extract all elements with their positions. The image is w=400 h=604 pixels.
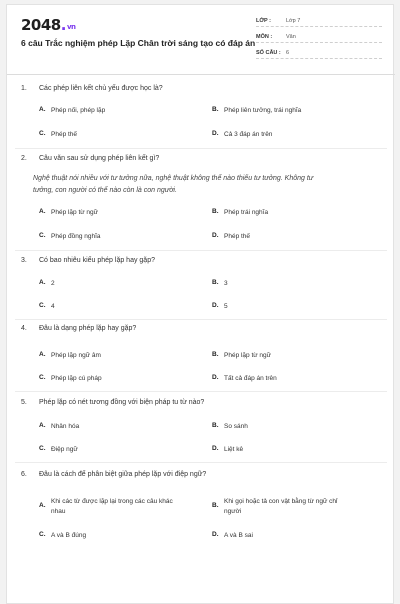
meta-count xyxy=(256,48,382,59)
passage-line: Nghệ thuật nói nhiều với tư tưởng nữa, nghệ thuật không thể nào thiếu tư tưởng. Không tư xyxy=(33,175,314,182)
option-letter: B. xyxy=(212,208,219,215)
question-number: 2. xyxy=(21,155,27,162)
worksheet-page xyxy=(6,4,394,604)
question-text: Các phép liên kết chủ yếu được học là? xyxy=(39,85,163,92)
option-letter: B. xyxy=(212,106,219,113)
option-letter: A. xyxy=(39,502,46,509)
document-title: 6 câu Trắc nghiệm phép Lặp Chân trời sáng tạo có đáp án xyxy=(21,38,256,48)
question-number: 5. xyxy=(21,399,27,406)
meta-subject-value: Văn xyxy=(286,34,296,40)
meta-count-value: 6 xyxy=(286,50,290,56)
option-text-line: người xyxy=(224,508,242,515)
option-letter: D. xyxy=(212,130,219,137)
question-number: 4. xyxy=(21,325,27,332)
option-text: Cả 3 đáp án trên xyxy=(224,131,273,138)
question-text: Có bao nhiêu kiểu phép lặp hay gặp? xyxy=(39,257,155,264)
option-letter: D. xyxy=(212,445,219,452)
question-text: Đâu là cách để phân biệt giữa phép lặp với điệp ngữ? xyxy=(39,471,207,478)
option-letter: C. xyxy=(39,374,46,381)
option-text: 2 xyxy=(51,280,55,287)
option-text: Phép liên tưởng, trái nghĩa xyxy=(224,107,302,114)
option-letter: C. xyxy=(39,302,46,309)
option-letter: B. xyxy=(212,502,219,509)
option-letter: A. xyxy=(39,106,46,113)
question-passage xyxy=(33,173,363,197)
option-text: 5 xyxy=(224,303,228,310)
question-number: 6. xyxy=(21,471,27,478)
option-text: Phép lặp cú pháp xyxy=(51,375,102,382)
option-text: A và B đúng xyxy=(51,532,87,539)
option-text: Phép đồng nghĩa xyxy=(51,233,101,240)
option-text: Phép thế xyxy=(51,131,78,138)
question-number: 1. xyxy=(21,85,27,92)
option-letter: D. xyxy=(212,374,219,381)
option-text-line: nhau xyxy=(51,508,66,515)
option-text: Nhân hóa xyxy=(51,423,80,430)
option-text: Phép lặp từ ngữ xyxy=(224,352,272,359)
option-text: Phép lặp từ ngữ xyxy=(51,209,99,216)
site-logo[interactable] xyxy=(21,16,76,34)
question-divider xyxy=(15,462,387,463)
question-text: Đâu là dạng phép lặp hay gặp? xyxy=(39,325,137,332)
question-divider xyxy=(15,148,387,149)
question-text: Câu văn sau sử dụng phép liên kết gì? xyxy=(39,155,160,162)
option-letter: B. xyxy=(212,351,219,358)
option-text-line: Khi các từ được lặp lại trong các câu khác xyxy=(51,498,173,505)
meta-class-value: Lớp 7 xyxy=(286,18,301,24)
option-text: Phép nối, phép lặp xyxy=(51,107,106,114)
meta-class xyxy=(256,16,382,27)
question-text: Phép lặp có nét tương đồng với biện pháp tu từ nào? xyxy=(39,399,205,406)
option-text: Phép thế xyxy=(224,233,251,240)
question-divider xyxy=(15,250,387,251)
worksheet-header xyxy=(7,5,395,75)
option-letter: A. xyxy=(39,351,46,358)
option-text: A và B sai xyxy=(224,532,253,539)
option-letter: C. xyxy=(39,130,46,137)
question-divider xyxy=(15,391,387,392)
option-text xyxy=(224,497,369,517)
logo-dot: . xyxy=(60,16,66,34)
option-text: So sánh xyxy=(224,423,248,430)
option-text: 3 xyxy=(224,280,228,287)
option-text: Tất cả đáp án trên xyxy=(224,375,277,382)
option-letter: D. xyxy=(212,531,219,538)
option-text: Phép trái nghĩa xyxy=(224,209,269,216)
option-letter: C. xyxy=(39,445,46,452)
option-letter: A. xyxy=(39,208,46,215)
option-letter: A. xyxy=(39,279,46,286)
option-text: Phép lặp ngữ âm xyxy=(51,352,101,359)
option-letter: C. xyxy=(39,232,46,239)
option-letter: C. xyxy=(39,531,46,538)
option-letter: D. xyxy=(212,302,219,309)
option-letter: B. xyxy=(212,279,219,286)
option-text-line: Khi gọi hoặc tả con vật bằng từ ngữ chỉ xyxy=(224,498,338,505)
meta-class-key: LỚP : xyxy=(256,18,271,24)
passage-line: tưởng, con người có thể nào còn là con người. xyxy=(33,187,177,194)
meta-count-key: SỐ CÂU : xyxy=(256,50,281,56)
question-divider xyxy=(15,319,387,320)
option-letter: D. xyxy=(212,232,219,239)
option-letter: A. xyxy=(39,422,46,429)
question-number: 3. xyxy=(21,257,27,264)
option-text xyxy=(51,497,196,517)
logo-number: 2048 xyxy=(21,16,61,34)
meta-subject xyxy=(256,32,382,43)
logo-suffix: vn xyxy=(66,23,76,31)
meta-subject-key: MÔN : xyxy=(256,34,273,40)
option-text: Điệp ngữ xyxy=(51,446,78,453)
option-text: 4 xyxy=(51,303,55,310)
option-text: Liệt kê xyxy=(224,446,244,453)
option-letter: B. xyxy=(212,422,219,429)
